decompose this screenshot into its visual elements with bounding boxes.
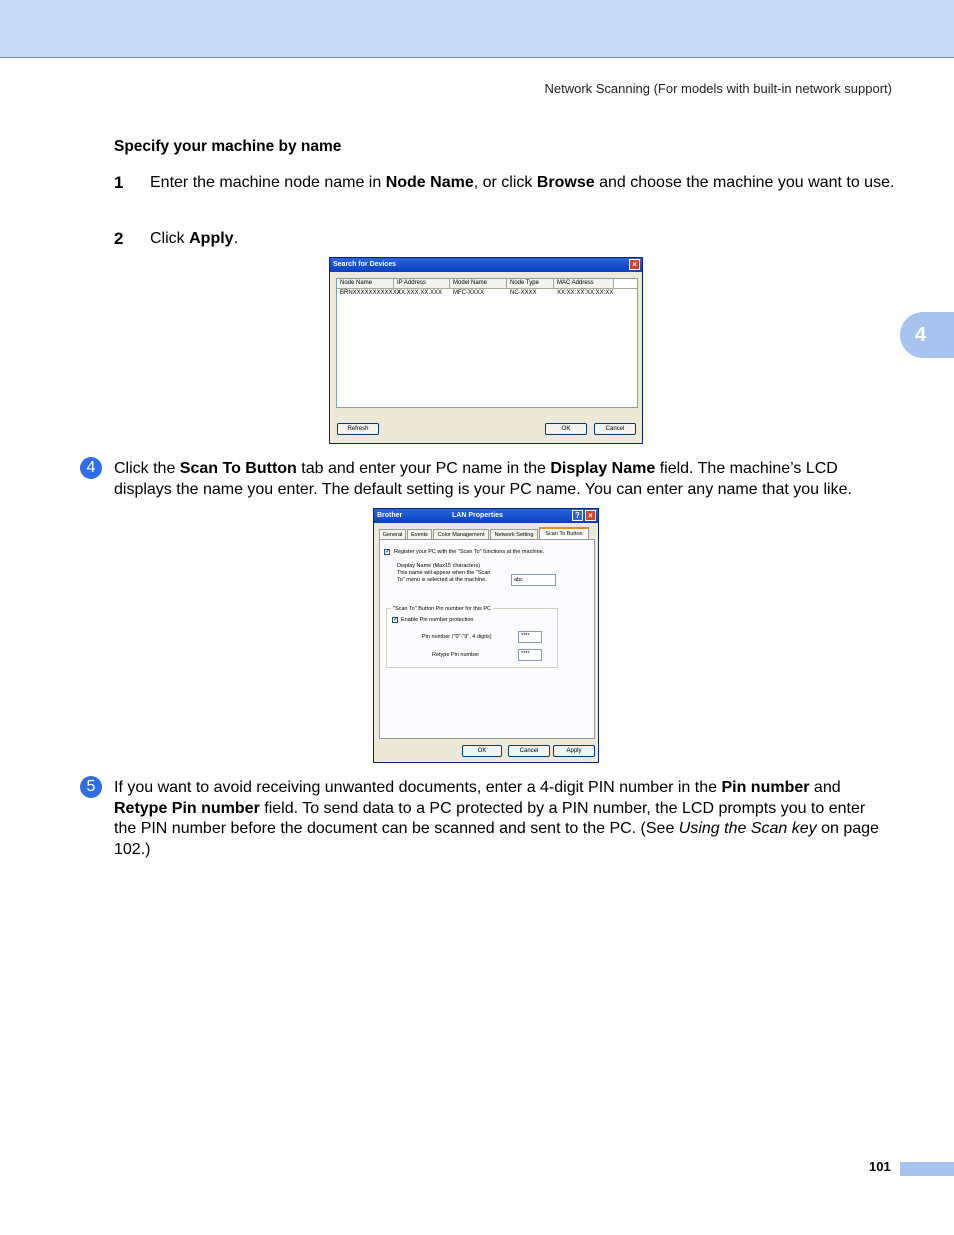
page-number-bar (900, 1162, 954, 1176)
dialog-title: LAN Properties (452, 512, 503, 519)
retype-pin-label: Retype Pin number (432, 652, 480, 658)
running-head: Network Scanning (For models with built-in network support) (544, 81, 892, 96)
step-4-number: 4 (80, 457, 102, 479)
column-header[interactable]: Model Name (450, 279, 507, 288)
page-number: 101 (869, 1159, 891, 1174)
dialog-titlebar (330, 258, 642, 272)
close-icon[interactable]: × (585, 510, 596, 521)
cell-node-name: BRNXXXXXXXXXXXX (340, 290, 401, 296)
column-header[interactable]: Node Name (337, 279, 394, 288)
search-devices-dialog (329, 257, 643, 444)
section-heading: Specify your machine by name (114, 138, 342, 155)
retype-pin-input[interactable]: **** (518, 649, 542, 661)
close-icon[interactable]: × (629, 259, 640, 270)
dialog-titlebar (374, 509, 598, 523)
help-icon[interactable]: ? (572, 510, 583, 521)
register-label: Register your PC with the "Scan To" functions at the machine. (394, 549, 545, 555)
column-header[interactable]: Node Type (507, 279, 554, 288)
tab-events[interactable]: Events (407, 529, 432, 540)
dialog-title: Search for Devices (333, 261, 397, 268)
cell-mac-address: XX:XX:XX:XX:XX:XX (557, 290, 614, 296)
step-number: 2 (114, 229, 124, 248)
refresh-button[interactable]: Refresh (337, 423, 379, 435)
apply-button[interactable]: Apply (553, 745, 595, 757)
step-5-text: If you want to avoid receiving unwanted documents, enter a 4-digit PIN number in the Pin number and Retype Pin number field. To send data to a PC protected by a PIN number, the LCD prompts you to enter the PIN number before the document can be scanned and sent to the PC. (See Using the Scan key on page 102.) (114, 779, 879, 858)
display-name-hint: To" menu is selected at the machine. (397, 577, 487, 583)
enable-pin-label: Enable Pin number protection (401, 617, 474, 623)
step-5-number: 5 (80, 776, 102, 798)
pin-number-input[interactable]: **** (518, 631, 542, 643)
display-name-hint: This name will appear when the "Scan (397, 570, 491, 576)
cancel-button[interactable]: Cancel (508, 745, 550, 757)
ok-button[interactable]: OK (545, 423, 587, 435)
scan-to-button-panel (379, 539, 595, 739)
cell-model-name: MFC-XXXX (453, 290, 485, 296)
ok-button[interactable]: OK (462, 745, 502, 757)
cell-ip-address: XX.XXX.XX.XXX (397, 290, 443, 296)
pin-number-label: Pin number ("0"-"9", 4 digits) (422, 634, 492, 640)
display-name-input[interactable]: abc (511, 574, 556, 586)
table-row[interactable] (337, 289, 637, 298)
tab-network-setting[interactable]: Network Setting (490, 529, 538, 540)
dialog-title-left: Brother (377, 512, 403, 519)
step-text: Enter the machine node name in Node Name, or click Browse and choose the machine you want to use. (150, 174, 895, 191)
step-number: 1 (114, 173, 124, 192)
tab-scan-to-button[interactable]: Scan To Button (539, 527, 589, 540)
tab-general[interactable]: General (379, 529, 406, 540)
display-name-label: Display Name (Max15 characters) (397, 563, 481, 569)
chapter-tab: 4 (900, 312, 954, 358)
step-text: Click Apply. (150, 230, 239, 247)
column-header[interactable]: MAC Address (554, 279, 614, 288)
column-header[interactable]: IP Address (394, 279, 450, 288)
header-band (0, 0, 954, 58)
step-4-text: Click the Scan To Button tab and enter your PC name in the Display Name field. The machine’s LCD displays the name you enter. The default setting is your PC name. You can enter any name that you like. (114, 460, 852, 498)
lan-properties-dialog (373, 508, 599, 763)
pin-group-label: "Scan To" Button Pin number for this PC (393, 606, 491, 612)
tab-color-management[interactable]: Color Management (433, 529, 489, 540)
enable-pin-checkbox[interactable]: ✓ (393, 617, 399, 623)
list-header (337, 279, 637, 289)
device-list[interactable] (336, 278, 638, 408)
cell-node-type: NC-XXXX (510, 290, 537, 296)
register-checkbox[interactable]: ✓ (385, 549, 391, 555)
cancel-button[interactable]: Cancel (594, 423, 636, 435)
